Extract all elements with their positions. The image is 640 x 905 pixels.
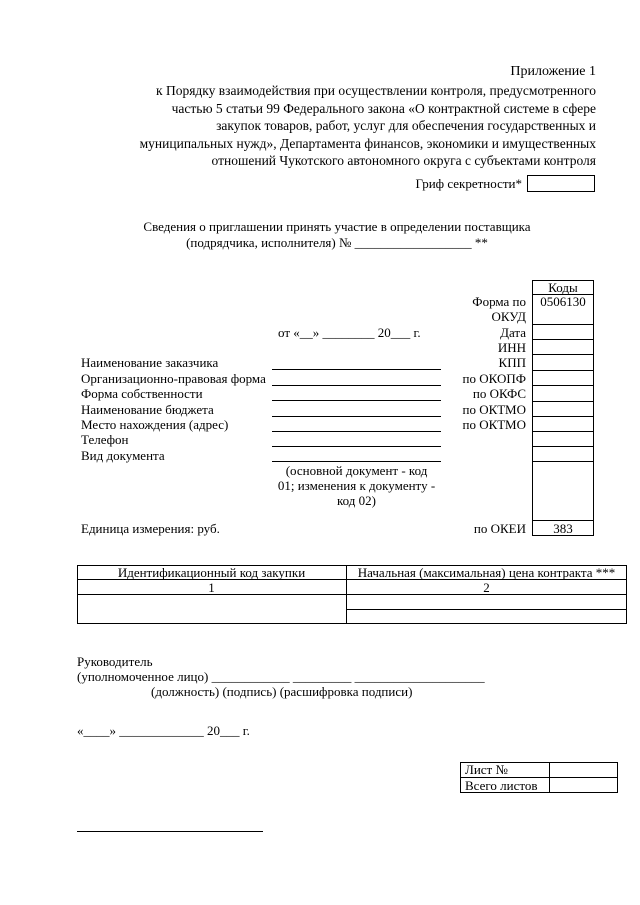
okud-code-value: 0506130: [540, 294, 586, 309]
code-label-okfs: по ОКФС: [472, 386, 526, 401]
unit-label: Единица измерения: руб.: [81, 521, 220, 536]
table-header-procurement-code: Идентификационный код закупки: [117, 565, 306, 580]
code-label-form: Форма по: [472, 294, 526, 309]
secrecy-label: Гриф секретности*: [415, 176, 522, 191]
field-line-legal-form[interactable]: [272, 385, 441, 386]
field-label-phone: Телефон: [81, 432, 129, 447]
field-line-phone[interactable]: [272, 446, 441, 447]
appendix-line: к Порядку взаимодействия при осуществлении контроля, предусмотренного: [156, 83, 596, 98]
codes-header: Коды: [548, 280, 578, 295]
code-label-okud: ОКУД: [491, 309, 526, 324]
table-header-max-price: Начальная (максимальная) цена контракта ***: [357, 565, 616, 580]
code-label-date: Дата: [500, 325, 526, 340]
secrecy-field[interactable]: [527, 175, 595, 192]
appendix-line: муниципальных нужд», Департамента финансов, экономики и имущественных: [139, 135, 596, 151]
appendix-line: частью 5 статьи 99 Федерального закона «О контрактной системе в сфере: [171, 100, 596, 116]
code-label-oktmo-2: по ОКТМО: [462, 417, 526, 432]
table-column-number-2: 2: [483, 580, 490, 595]
code-label-okei: по ОКЕИ: [473, 521, 526, 536]
field-line-customer[interactable]: [272, 369, 441, 370]
document-date: от «__» ________ 20___ г.: [278, 325, 421, 340]
signature-lines: (уполномоченное лицо) ____________ _________ ____________________: [77, 669, 485, 684]
field-label-legal-form: Организационно-правовая форма: [81, 371, 266, 386]
okei-code-value: 383: [553, 521, 573, 536]
field-label-budget: Наименование бюджета: [81, 402, 214, 417]
document-title: Сведения о приглашении принять участие в определении поставщика: [143, 219, 531, 234]
code-label-okopf: по ОКОПФ: [462, 371, 526, 386]
field-label-doc-type: Вид документа: [81, 448, 165, 463]
appendix-line: отношений Чукотского автономного округа с субъектами контроля: [211, 153, 596, 169]
table-column-number-1: 1: [208, 580, 215, 595]
code-label-kpp: КПП: [498, 355, 526, 370]
appendix-title: Приложение 1: [510, 64, 596, 79]
field-line-address[interactable]: [272, 431, 441, 432]
field-label-ownership: Форма собственности: [81, 386, 203, 401]
field-label-address: Место нахождения (адрес): [81, 417, 229, 432]
appendix-description: [140, 82, 596, 170]
footnote-separator: [77, 831, 263, 832]
appendix-line: закупок товаров, работ, услуг для обеспечения государственных и: [216, 118, 596, 134]
sheet-number-label: Лист №: [465, 762, 508, 777]
field-line-budget[interactable]: [272, 416, 441, 417]
code-label-inn: ИНН: [497, 340, 526, 355]
sheet-total-label: Всего листов: [465, 778, 538, 793]
signature-date: «____» _____________ 20___ г.: [77, 723, 250, 738]
doc-type-note: (основной документ - код 01; изменения к документу - код 02): [277, 463, 436, 508]
field-label-customer: Наименование заказчика: [81, 355, 219, 370]
signature-captions: (должность) (подпись) (расшифровка подписи): [151, 684, 413, 699]
field-line-ownership[interactable]: [272, 400, 441, 401]
codes-frame: [532, 294, 594, 536]
signature-head: Руководитель: [77, 654, 153, 669]
code-label-oktmo: по ОКТМО: [462, 402, 526, 417]
document-number: (подрядчика, исполнителя) № __________________ **: [186, 235, 488, 250]
field-line-doc-type[interactable]: [272, 461, 441, 462]
